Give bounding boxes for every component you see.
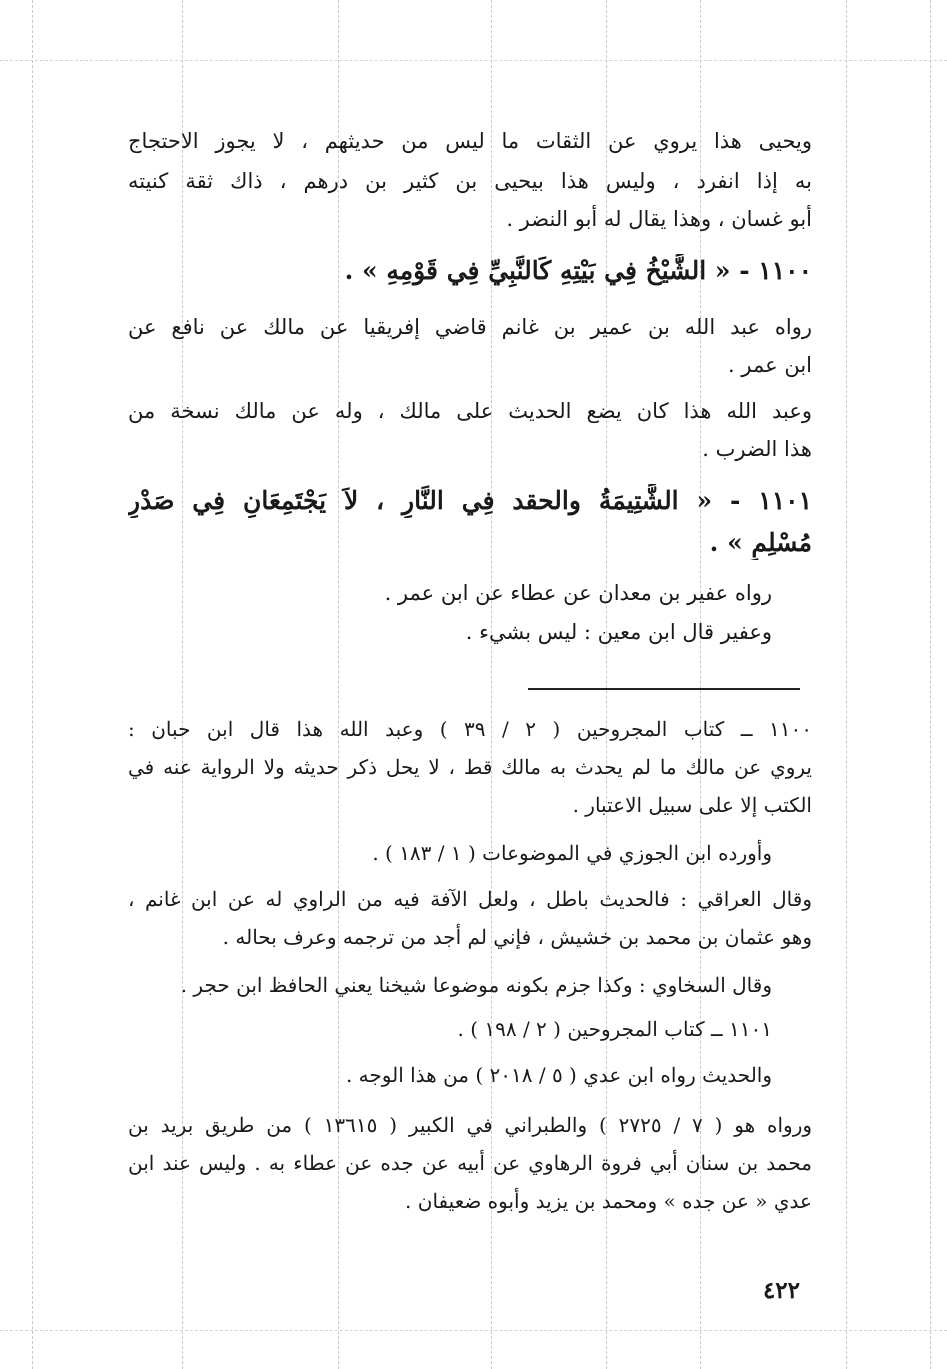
footnote-separator [528,688,800,690]
footnote-line: يروي عن مالك ما لم يحدث به مالك قط ، لا يحل ذكر حديثه ولا الرواية عنه في [128,755,812,779]
hadith-heading-1100: ١١٠٠ - « الشَّيْخُ فِي بَيْتِهِ كَالنَّبِيِّ فِي قَوْمِهِ » . [344,256,812,285]
body-text-line: ابن عمر . [728,353,812,377]
footnote-line: الكتب إلا على سبيل الاعتبار . [572,793,812,817]
footnote-line: ١١٠١ ــ كتاب المجروحين ( ٢ / ١٩٨ ) . [457,1017,772,1041]
footnote-line: ١١٠٠ ــ كتاب المجروحين ( ٢ / ٣٩ ) وعبد الله هذا قال ابن حبان : [128,717,812,741]
scan-guide-line [846,0,847,1369]
body-text-line: رواه عفير بن معدان عن عطاء عن ابن عمر . [384,581,772,605]
footnote-line: محمد بن سنان أبي فروة الرهاوي عن أبيه عن جده عن عطاء به . وليس عند ابن [128,1151,812,1175]
scan-guide-line [930,0,931,1369]
body-text-line: وعفير قال ابن معين : ليس بشيء . [465,620,772,644]
footnote-line: ورواه هو ( ٧ / ٢٧٢٥ ) والطبراني في الكبير ( ١٣٦١٥ ) من طريق بريد بن [128,1113,812,1137]
hadith-heading-1101-cont: مُسْلِمٍ » . [709,528,812,557]
body-text-line: ويحيى هذا يروي عن الثقات ما ليس من حديثهم ، لا يجوز الاحتجاج [128,129,812,153]
body-text-line: أبو غسان ، وهذا يقال له أبو النضر . [506,207,812,231]
hadith-heading-1101: ١١٠١ - « الشَّتِيمَةُ والحقد فِي النَّارِ ، لاَ يَجْتَمِعَانِ فِي صَدْرِ [128,486,812,515]
page-number: ٤٢٢ [762,1277,800,1304]
footnote-line: وأورده ابن الجوزي في الموضوعات ( ١ / ١٨٣ ) . [372,841,772,865]
footnote-line: وقال العراقي : فالحديث باطل ، ولعل الآفة فيه من الراوي له عن ابن غانم ، [128,887,812,911]
scan-guide-line [0,1330,947,1331]
body-text-line: هذا الضرب . [702,437,812,461]
body-text-line: رواه عبد الله بن عمير بن غانم قاضي إفريقيا عن مالك عن نافع عن [128,315,812,339]
footnote-line: وقال السخاوي : وكذا جزم بكونه موضوعا شيخنا يعني الحافظ ابن حجر . [180,973,772,997]
scan-guide-line [32,0,33,1369]
body-text-line: به إذا انفرد ، وليس هذا بيحيى بن كثير بن درهم ، ذاك ثقة كنيته [128,169,812,193]
scan-guide-line [0,60,947,61]
footnote-line: وهو عثمان بن محمد بن خشيش ، فإني لم أجد من ترجمه وعرف بحاله . [222,925,812,949]
footnote-line: والحديث رواه ابن عدي ( ٥ / ٢٠١٨ ) من هذا الوجه . [345,1063,772,1087]
footnote-line: عدي « عن جده » ومحمد بن يزيد وأبوه ضعيفان . [405,1189,812,1213]
body-text-line: وعبد الله هذا كان يضع الحديث على مالك ، وله عن مالك نسخة من [128,399,812,423]
